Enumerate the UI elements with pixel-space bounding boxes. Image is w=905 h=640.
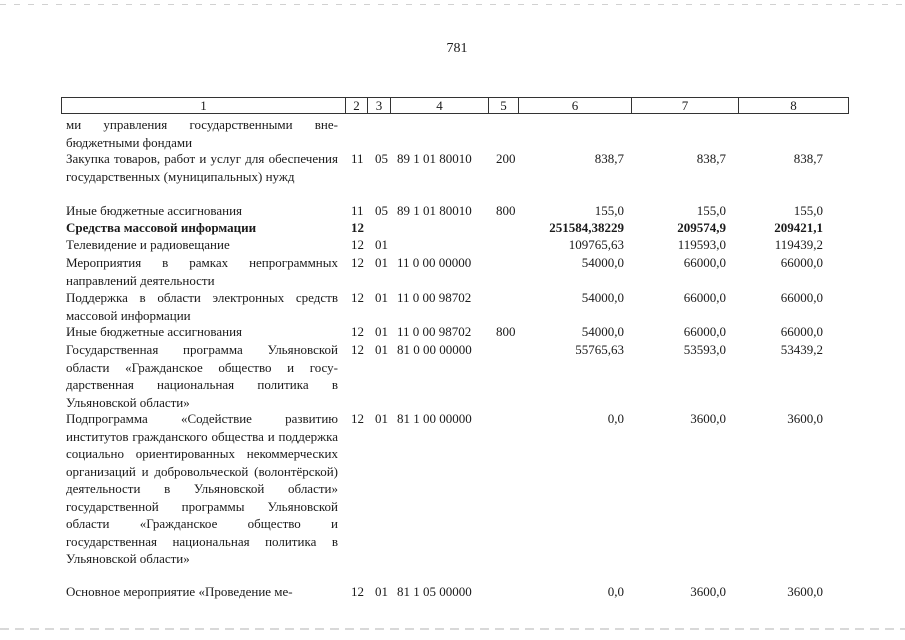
- row-amount-col6: 838,7: [594, 151, 624, 166]
- row-section: 12: [351, 584, 364, 599]
- row-section: 12: [351, 411, 364, 426]
- row-target-code: 89 1 01 80010: [397, 151, 472, 166]
- row-section: 11: [351, 203, 364, 218]
- row-amount-col6: 155,0: [594, 203, 624, 218]
- row-section: 12: [351, 255, 364, 270]
- table-header: [61, 97, 849, 114]
- row-description: Иные бюджетные ассигнования: [66, 203, 243, 218]
- header-col-5: 5: [489, 98, 519, 113]
- row-subsection: 01: [375, 324, 388, 339]
- row-amount-col6: 251584,38229: [549, 220, 624, 235]
- scan-edge-bottom: [0, 628, 905, 630]
- header-col-4: 4: [391, 98, 489, 113]
- row-amount-col7: 66000,0: [683, 324, 726, 339]
- row-amount-col7: 119593,0: [677, 237, 726, 252]
- row-amount-col6: 54000,0: [581, 324, 624, 339]
- row-amount-col7: 53593,0: [683, 342, 726, 357]
- row-description: ми управления государственными внебюджетными фондами: [66, 117, 338, 150]
- row-amount-col8: 155,0: [793, 203, 823, 218]
- row-section: 12: [351, 342, 364, 357]
- header-col-6: 6: [519, 98, 632, 113]
- row-amount-col8: 838,7: [793, 151, 823, 166]
- row-amount-col6: 54000,0: [581, 290, 624, 305]
- row-target-code: 11 0 00 98702: [397, 290, 472, 305]
- row-amount-col8: 3600,0: [787, 584, 823, 599]
- row-description: Подпрограмма «Содействие развитию институтов гражданского общества и поддержка социально ориентированных некоммерческих организаций и добровольческой (волонтёрской) деятельности в Ульяновской области» государственной программы Ульяновской области «Гражданское общество и государственная национальная политика в Ульяновской области»: [66, 411, 338, 566]
- header-col-1: 1: [62, 98, 346, 113]
- row-amount-col8: 119439,2: [774, 237, 823, 252]
- row-description: Мероприятия в рамках непрограммных направлений деятельности: [66, 255, 338, 288]
- header-col-8: 8: [790, 98, 797, 113]
- row-amount-col8: 209421,1: [774, 220, 823, 235]
- row-subsection: 01: [375, 290, 388, 305]
- row-target-code: 81 1 00 00000: [397, 411, 472, 426]
- row-amount-col8: 53439,2: [780, 342, 823, 357]
- row-amount-col8: 66000,0: [780, 255, 823, 270]
- row-section: 11: [351, 151, 364, 166]
- row-section: 12: [351, 324, 364, 339]
- row-amount-col6: 0,0: [607, 584, 624, 599]
- row-section: 12: [351, 220, 364, 235]
- row-description: Иные бюджетные ассигнования: [66, 324, 243, 339]
- row-subsection: 05: [375, 203, 388, 218]
- row-description: Телевидение и радиовещание: [66, 237, 230, 252]
- row-description: Закупка товаров, работ и услуг для обеспечения государственных (муниципальных) нужд: [66, 151, 338, 184]
- row-target-code: 81 1 05 00000: [397, 584, 472, 599]
- row-amount-col7: 209574,9: [677, 220, 726, 235]
- row-amount-col7: 66000,0: [683, 255, 726, 270]
- row-description: Средства массовой информации: [66, 220, 257, 235]
- row-amount-col8: 3600,0: [787, 411, 823, 426]
- header-col-3: 3: [368, 98, 391, 113]
- row-description: Основное мероприятие «Проведение ме-: [66, 584, 293, 599]
- row-amount-col7: 155,0: [696, 203, 726, 218]
- row-target-code: 11 0 00 98702: [397, 324, 472, 339]
- row-amount-col8: 66000,0: [780, 290, 823, 305]
- row-amount-col7: 3600,0: [690, 584, 726, 599]
- row-amount-col6: 54000,0: [581, 255, 624, 270]
- row-expense-type: 800: [496, 324, 516, 339]
- row-expense-type: 800: [496, 203, 516, 218]
- row-description: Поддержка в области электронных средств массовой информации: [66, 290, 338, 323]
- row-amount-col6: 0,0: [607, 411, 624, 426]
- row-subsection: 05: [375, 151, 388, 166]
- row-amount-col8: 66000,0: [780, 324, 823, 339]
- row-subsection: 01: [375, 584, 388, 599]
- page-number: 781: [446, 41, 468, 56]
- row-subsection: 01: [375, 237, 388, 252]
- row-target-code: 11 0 00 00000: [397, 255, 472, 270]
- row-subsection: 01: [375, 342, 388, 357]
- row-amount-col7: 66000,0: [683, 290, 726, 305]
- row-target-code: 89 1 01 80010: [397, 203, 472, 218]
- header-col-2: 2: [346, 98, 368, 113]
- scan-edge-top: [0, 4, 905, 5]
- header-col-7: 7: [632, 98, 739, 113]
- row-description: Государственная программа Ульяновской области «Гражданское общество и государственная национальная политика в Ульяновской области»: [66, 342, 338, 410]
- row-target-code: 81 0 00 00000: [397, 342, 472, 357]
- row-amount-col6: 109765,63: [568, 237, 624, 252]
- row-subsection: 01: [375, 255, 388, 270]
- row-subsection: 01: [375, 411, 388, 426]
- row-amount-col7: 3600,0: [690, 411, 726, 426]
- row-section: 12: [351, 290, 364, 305]
- row-section: 12: [351, 237, 364, 252]
- row-amount-col7: 838,7: [696, 151, 726, 166]
- row-expense-type: 200: [496, 151, 516, 166]
- row-amount-col6: 55765,63: [575, 342, 624, 357]
